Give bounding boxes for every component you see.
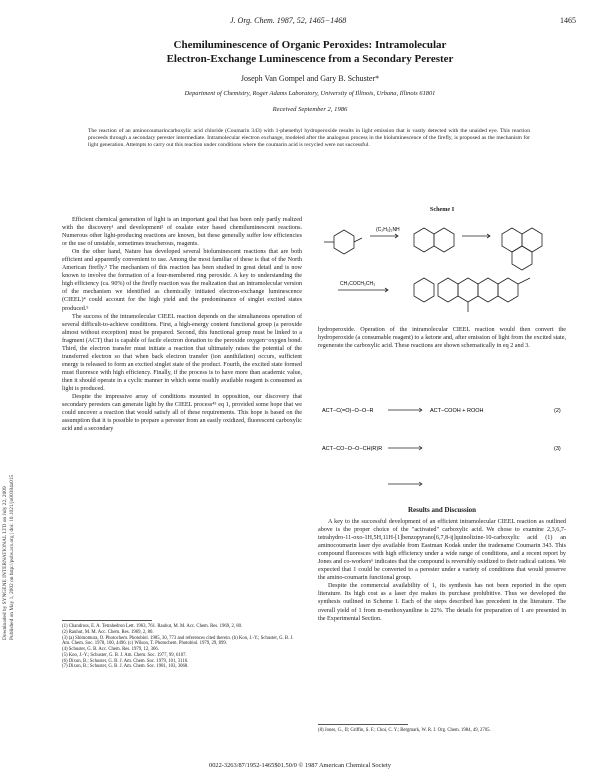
- structure-ring: [438, 278, 458, 302]
- footnote-rule: [62, 620, 152, 621]
- paragraph-4: Despite the impressive array of conditions mounted in opposition, our discovery that secondary peresters can generate light by the CIEEL process⁴⁵ eq 1, provided some hope that we could uncover a reaction that would satisfy all of these requirements. This hope is based on the assumption that it is possible to prepare a perester from an easily oxidized, fluorescent carboxylic acid and a secondary: [62, 394, 302, 433]
- running-head: J. Org. Chem. 1987, 52, 1465−1468: [230, 16, 347, 25]
- equation-term: ACT−C(=O)−O−O−R: [322, 408, 374, 414]
- paragraph-2: On the other hand, Nature has developed several bioluminescent reactions that are both efficient and apparently convenient to use. Among the most familiar of these is that of the North American firefly.³ The mechanism of this reaction has been studied in great detail and is now known to involve the formation of a four-membered ring peroxide. A key to understanding the high efficiency (ca. 90%) of the firefly reaction was the realization that an intramolecular version of the mechanism we identified as chemically initiated electron-exchange luminescence (CIEEL)⁴ could account for the high yield and the predominance of singlet excited states produced.⁵: [62, 249, 302, 312]
- title-line-1: Chemiluminescence of Organic Peroxides: Intramolecular: [173, 39, 447, 51]
- references-left: [62, 624, 302, 670]
- abstract: The reaction of an aminocoumarincarboxylic acid chloride (Coumarin 343) with 1-phenethyl hydroperoxide results in light emission that is vastly detected with the unaided eye. This reaction proceeds through a secondary perester intermediate. Intramolecular electron exchange, modeled after the analogous process in the bioluminescence of the firefly, is proposed as the mechanism for light generation. Attempts to carry out this reaction under conditions where the coumarin acid is recycled were not successful.: [88, 128, 530, 148]
- reagent-label: (C₂H₅)₂NH: [376, 227, 400, 233]
- reference: (7) Dixon, B.; Schuster, G. B. J. Am. Chem. Soc. 1981, 103, 3068.: [62, 664, 189, 670]
- results-paragraph-1: A key to the successful development of an efficient intramolecular CIEEL reaction as outlined above is the proper choice of the "activated" carboxylic acid. We chose to examine 2,3,6,7-tetrahydro-11-oxo-1H,5H,11H-[1]benzopyrano[6,7,8-ij]quinolizine-10-carboxylic acid (1) an aminocoumarin laser dye available from Eastman Kodak under the tradename Coumarin 343. This compound fluoresces with high efficiency under a wide range of conditions, and a recent report by Jones and co-workers⁶ indicates that the compound is reversibly oxidized to their radical cations. We expected that 1 could be converted to a perester under a variety of conditions that would preserve the amino-coumarin functional group.: [318, 519, 566, 582]
- affiliation: Department of Chemistry, Roger Adams Laboratory, University of Illinois, Urbana, Illinois 61801: [184, 90, 436, 97]
- right-column-top: hydroperoxide. Operation of the intramolecular CIEEL reaction would then convert the hydroperoxide (a consumable reagent) to a ketone and, after emission of light from the excited state, regenerate the carboxylic acid. These reactions are shown schematically in eq 2 and 3.: [318, 327, 566, 350]
- reference: (1) Chandross, E. A. Tetrahedron Lett. 1963, 761. Rauhut, M. M. Acc. Chem. Res. 1969, 2, 80.: [62, 624, 243, 629]
- reference: (8) Jones, G., II; Griffin, S. F.; Choi, C. Y.; Bergmark, W. R. J. Org. Chem. 1984, 49, 2705.: [318, 728, 491, 733]
- equation-number: (3): [554, 446, 561, 452]
- references-right: [318, 728, 566, 734]
- reference: (4) Schuster, G. B. Acc. Chem. Res. 1979, 12, 366.: [62, 647, 159, 652]
- download-line-2: Published on May 1, 2002 on http://pubs.acs.org | doi: 10.1021/jo00384a015: [9, 474, 15, 640]
- structure-ring: [502, 228, 522, 252]
- download-watermark: [2, 320, 16, 640]
- received-date: Received September 2, 1986: [272, 106, 348, 113]
- article-title: [60, 38, 560, 66]
- equation-number: (2): [554, 408, 561, 414]
- download-line-1: Downloaded by SYNGENE INTERNATIONAL LTD on July 22, 2009: [2, 486, 8, 640]
- title-line-2: Electron-Exchange Luminescence from a Secondary Perester: [166, 53, 454, 65]
- paragraph-3: The success of the intramolecular CIEEL reaction depends on the simultaneous operation of several difficult-to-achieve conditions. First, a high-energy content functional group (a peroxide almost without exception) must be prepared. Second, this functional group must be linked to a fragment (ACT) that is capable of facile electron donation to the peroxide oxygen−oxygen bond. Third, the electron transfer must initiate a reaction that ultimately raises the potential of the transferred electron so that when back electron transfer (ion annihilation) occurs, sufficient energy is released to form an excited singlet state of the product. Fourth, the excited state formed must fluoresce with high efficiency. Finally, if the process is to have more than academic value, then it should operate in a cyclic manner in which some readily available reagent is consumed as light is produced.: [62, 313, 302, 392]
- results-heading: Results and Discussion: [407, 506, 477, 514]
- paragraph-1: Efficient chemical generation of light is an important goal that has been only partly realized with the discovery¹ and development² of oxalate ester based chemiluminescent reactions. Numerous other light-producing reactions are known, but these generally suffer low efficiencies or the use of unstable, sometimes treacherous, reagents.: [62, 217, 302, 248]
- copyright-footer: 0022-3263/87/1952-1465$01.50/0 © 1987 American Chemical Society: [209, 762, 391, 769]
- left-column: [62, 216, 302, 433]
- reference: (6) Dixon, B.; Schuster, G. B. J. Am. Chem. Soc. 1979, 101, 3116.: [62, 658, 189, 664]
- authors: Joseph Van Gompel and Gary B. Schuster*: [240, 74, 380, 83]
- reference: (2) Rauhut, M. M. Acc. Chem. Res. 1969, 2, 80.: [62, 629, 154, 635]
- equation-term: ACT−CO−O−O−CH(R)R: [322, 446, 383, 452]
- scheme-title: Scheme I: [429, 206, 455, 213]
- reagent-label: CH₃COCH₂CH₃: [340, 281, 376, 287]
- equation-block: [318, 392, 566, 502]
- equation-term: ACT−COOH + ROOH: [430, 408, 484, 414]
- results-paragraph-2: Despite the commercial availability of 1, its synthesis has not been reported in the open literature. Its high cost as a laser dye makes its purchase prohibitive. Thus we developed the synthesis outlined in Scheme I. Each of the steps described has precedent in the literature. The overall yield of 1 from m-methoxyaniline is 22%. The details for preparation of 1 are presented in the Experimental Section.: [318, 583, 566, 622]
- scheme-diagram: [318, 214, 566, 322]
- structure-ring: [414, 228, 434, 252]
- footnote-rule: [318, 724, 408, 725]
- structure-ring: [334, 230, 354, 254]
- reference: (5) Koo, J.-Y.; Schuster, G. B. J. Am. Chem. Soc. 1977, 99, 6107.: [62, 652, 187, 658]
- reference: (3) (a) Shimomura, O. Photochem. Photobiol. 1985, 30, 773 and references cited therein. (b) Koo, J.-Y.; Schuster, G. B. J. Am. Chem. Soc. 1978, 100, 4496. (c) Wilson, T. Photochem. Photobiol. 1979, 29, 899.: [62, 635, 294, 647]
- page-number: 1465: [560, 16, 576, 25]
- right-column: [318, 518, 566, 623]
